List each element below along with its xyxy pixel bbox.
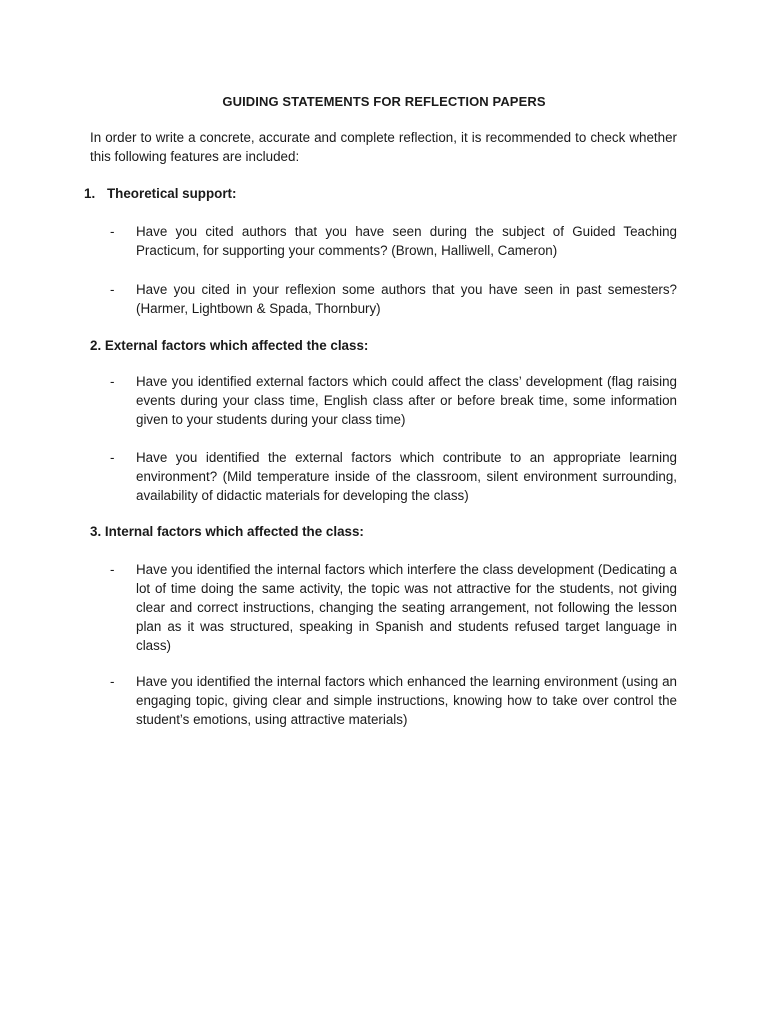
section-number: 3. — [90, 524, 102, 539]
list-item-text: Have you cited authors that you have seen during the subject of Guided Teaching Practicum, for supporting your comments? (Brown, Halliwell, Cameron) — [136, 224, 677, 258]
list-item-text: Have you identified the external factors which contribute to an appropriate learning environment? (Mild temperature inside of the classroom, silent environment surrounding, availability of didactic materials for developing the class) — [136, 450, 677, 503]
list-item-text: Have you identified external factors which could affect the class’ development (flag raising events during your class time, English class after or before break time, some information given to your students during your class time) — [136, 374, 677, 427]
list-item — [110, 280, 677, 318]
list-item-text: Have you identified the internal factors which interfere the class development (Dedicating a lot of time doing the same activity, the topic was not attractive for the students, not giving clear and correct instructions, changing the seating arrangement, not following the lesson plan as it was structured, speaking in Spanish and students refused target language in class) — [136, 562, 677, 653]
list-item — [110, 560, 677, 655]
bullet-dash: - — [110, 674, 115, 689]
list-item-text: Have you cited in your reflexion some authors that you have seen in past semesters? (Harmer, Lightbown & Spada, Thornbury) — [136, 282, 677, 316]
document-title: GUIDING STATEMENTS FOR REFLECTION PAPERS — [222, 94, 546, 109]
section-heading-text: Theoretical support: — [107, 186, 237, 201]
section-heading-text: External factors which affected the class: — [104, 338, 369, 353]
bullet-dash: - — [110, 282, 115, 297]
section-heading-theoretical-support — [84, 184, 236, 203]
section-heading-internal-factors — [90, 522, 364, 541]
section-heading-text: Internal factors which affected the class: — [104, 524, 364, 539]
section-number: 2. — [90, 338, 102, 353]
bullet-dash: - — [110, 224, 115, 239]
list-item — [110, 448, 677, 505]
section-number: 1. — [84, 186, 96, 201]
bullet-dash: - — [110, 562, 115, 577]
list-item-text: Have you identified the internal factors which enhanced the learning environment (using an engaging topic, giving clear and simple instructions, knowing how to take over control the student’s emotions, using attractive materials) — [136, 674, 677, 727]
intro-paragraph: In order to write a concrete, accurate and complete reflection, it is recommended to check whether this following features are included: — [90, 130, 677, 164]
list-item — [110, 222, 677, 260]
bullet-dash: - — [110, 374, 115, 389]
list-item — [110, 672, 677, 729]
list-item — [110, 372, 677, 429]
section-heading-external-factors — [90, 336, 368, 355]
bullet-dash: - — [110, 450, 115, 465]
